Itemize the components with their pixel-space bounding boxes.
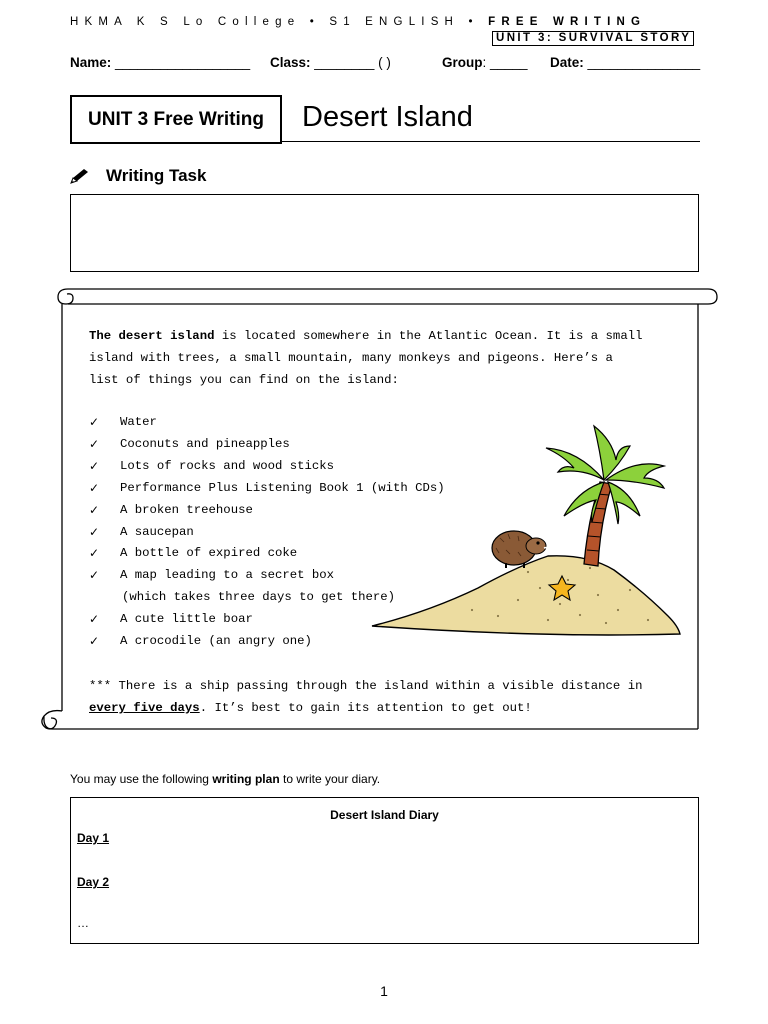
list-item-text: A crocodile (an angry one) [120, 634, 312, 649]
writing-task-heading: Writing Task [106, 166, 207, 185]
header-school-text: HKMA K S Lo College • S1 ENGLISH • [70, 16, 489, 28]
plan-intro-bold: writing plan [212, 772, 280, 786]
ship-note-line-1: *** There is a ship passing through the island within a visible distance in [89, 679, 643, 693]
island-intro-line-3: list of things you can find on the island: [89, 373, 399, 387]
island-intro-bold: The desert island [89, 329, 215, 343]
date-label: Date: [550, 55, 584, 70]
check-icon: ✓ [89, 634, 100, 649]
island-illustration [368, 420, 684, 640]
writing-plan-box [70, 797, 699, 944]
island-intro-line-1: is located somewhere in the Atlantic Ocean. It is a small [214, 329, 643, 343]
list-item-text: A broken treehouse [120, 502, 253, 517]
header-line [70, 16, 698, 28]
plan-intro-before: You may use the following [70, 772, 213, 786]
page-title: Desert Island [302, 101, 473, 133]
writing-task-box [70, 194, 699, 272]
check-icon: ✓ [89, 546, 100, 561]
name-label: Name: [70, 55, 112, 70]
check-icon: ✓ [89, 568, 100, 583]
check-icon: ✓ [89, 502, 100, 517]
group-blank: : _____ [482, 55, 528, 70]
sand-mound [372, 556, 680, 635]
ship-note-bold: every five days [89, 701, 200, 715]
date-blank: _______________ [587, 55, 701, 70]
ship-note [89, 675, 689, 719]
check-icon: ✓ [89, 480, 100, 495]
day-2-label: Day 2 [77, 875, 110, 889]
list-item-text: Lots of rocks and wood sticks [120, 458, 335, 473]
unit-title-box: UNIT 3 Free Writing [70, 95, 282, 144]
island-description [89, 325, 689, 391]
diary-ellipsis: … [77, 916, 89, 930]
writing-plan-intro [70, 772, 380, 786]
island-intro-line-2: island with trees, a small mountain, many monkeys and pigeons. Here’s a [89, 351, 613, 365]
list-item-text: Coconuts and pineapples [120, 436, 290, 451]
plan-intro-after: to write your diary. [279, 772, 381, 786]
name-blank: __________________ [115, 55, 251, 70]
group-label: Group [442, 55, 483, 70]
check-icon: ✓ [89, 415, 100, 429]
page-number: 1 [380, 983, 388, 999]
ship-note-rest: . It’s best to gain its attention to get out! [199, 701, 532, 715]
header-subject-text: FREE WRITING [488, 16, 647, 28]
check-icon: ✓ [89, 612, 100, 627]
day-1-label: Day 1 [77, 831, 110, 845]
class-label: Class: [270, 55, 311, 70]
check-icon: ✓ [89, 458, 100, 473]
name-field[interactable] [70, 55, 250, 70]
list-item-text: Performance Plus Listening Book 1 (with CDs) [120, 480, 445, 495]
list-item-text: A map leading to a secret box [120, 568, 335, 583]
diary-title: Desert Island Diary [330, 808, 439, 822]
list-item-text: A bottle of expired coke [120, 546, 298, 561]
list-item-text: A cute little boar [120, 612, 253, 627]
list-item-text: A saucepan [120, 524, 194, 539]
list-item-subnote: (which takes three days to get there) [122, 590, 396, 605]
pencil-icon [70, 168, 90, 184]
class-field[interactable] [270, 55, 391, 70]
title-divider [280, 141, 700, 142]
list-item-text: Water [120, 415, 157, 429]
date-field[interactable] [550, 55, 700, 70]
check-icon: ✓ [89, 524, 100, 539]
class-blank: ________ ( ) [314, 55, 391, 70]
check-icon: ✓ [89, 436, 100, 451]
group-field[interactable] [442, 55, 528, 70]
unit-label: UNIT 3: SURVIVAL STORY [492, 31, 694, 46]
